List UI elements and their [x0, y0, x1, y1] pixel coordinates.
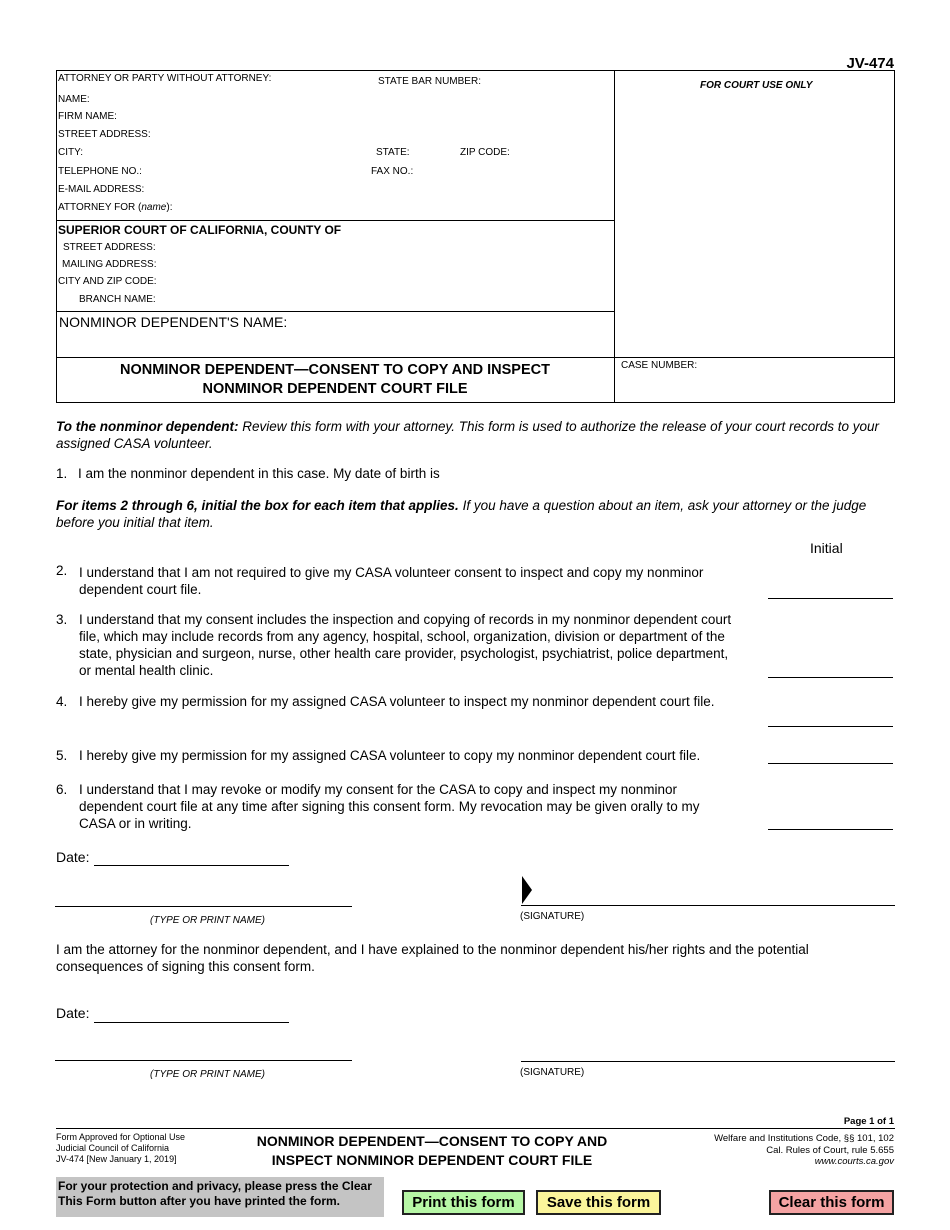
page-number: Page 1 of 1: [843, 1116, 894, 1127]
approved-text: Form Approved for Optional Use Judicial Council of California JV-474 [New January 1, 2019]: [56, 1132, 186, 1164]
item-5-number: 5.: [56, 748, 68, 763]
footer-title: NONMINOR DEPENDENT—CONSENT TO COPY AND INSPECT NONMINOR DEPENDENT COURT FILE: [256, 1133, 608, 1168]
item-1-number: 1.: [56, 466, 68, 481]
item-6-initial-input[interactable]: [770, 811, 894, 829]
phone-label: TELEPHONE NO.:: [58, 166, 142, 177]
branch-label: BRANCH NAME:: [79, 294, 156, 305]
item-3-text: I understand that my consent includes the inspection and copying of records in my nonminor dependent court file, which may include records from any agency, hospital, school, organization, division or department of the state, physician and surgeon, nurse, other health care provider, psychologist, psychiatrist, police department, or mental health clinic.: [79, 612, 732, 678]
state-bar-input[interactable]: [480, 73, 614, 89]
form-id: JV-474: [846, 55, 894, 72]
initial-header: Initial: [810, 540, 843, 556]
court-title: SUPERIOR COURT OF CALIFORNIA, COUNTY OF: [58, 223, 342, 237]
birth-date-input[interactable]: [470, 463, 774, 483]
attorney-label: ATTORNEY OR PARTY WITHOUT ATTORNEY:: [58, 73, 272, 84]
attorney-for-input[interactable]: [172, 199, 612, 215]
dependent-print-name-input[interactable]: [58, 887, 352, 906]
for-court-use-label: FOR COURT USE ONLY: [700, 80, 813, 91]
firm-label: FIRM NAME:: [58, 111, 117, 122]
court-city-zip-label: CITY AND ZIP CODE:: [58, 276, 157, 287]
clear-button[interactable]: Clear this form: [769, 1190, 894, 1215]
item-5-text: I hereby give my permission for my assigned CASA volunteer to copy my nonminor dependent court file.: [79, 748, 701, 763]
city-input[interactable]: [86, 144, 370, 160]
attorney-statement: I am the attorney for the nonminor dependent, and I have explained to the nonminor dependent his/her rights and the potential consequences of signing this consent form.: [56, 942, 809, 974]
item-6-number: 6.: [56, 782, 68, 797]
attorney-print-name-input[interactable]: [58, 1041, 352, 1060]
dependent-name-label: NONMINOR DEPENDENT'S NAME:: [59, 314, 288, 330]
item-4-initial-input[interactable]: [770, 708, 894, 726]
print-button[interactable]: Print this form: [402, 1190, 525, 1215]
date-label: Date:: [56, 849, 90, 865]
firm-input[interactable]: [118, 108, 612, 124]
street-label: STREET ADDRESS:: [58, 129, 151, 140]
state-bar-label: STATE BAR NUMBER:: [378, 76, 481, 87]
name-label: NAME:: [58, 94, 90, 105]
attorney-signature-label: (SIGNATURE): [520, 1067, 585, 1078]
item-2-text: I understand that I am not required to give my CASA volunteer consent to inspect and copy my nonminor dependent court file.: [79, 565, 704, 597]
item-4-text: I hereby give my permission for my assigned CASA volunteer to inspect my nonminor dependent court file.: [79, 694, 715, 709]
state-label: STATE:: [376, 147, 410, 158]
intro-text: To the nonminor dependent: Review this form with your attorney. This form is used to authorize the release of your court records to your assigned CASA volunteer.: [56, 419, 880, 451]
item-3-initial-input[interactable]: [770, 659, 894, 677]
case-number-label: CASE NUMBER:: [621, 360, 698, 371]
city-label: CITY:: [58, 147, 84, 158]
court-mailing-label: MAILING ADDRESS:: [62, 259, 157, 270]
item-5-initial-line: [768, 763, 893, 764]
item-4-initial-line: [768, 726, 893, 727]
zip-label: ZIP CODE:: [460, 147, 510, 158]
item-3-initial-line: [768, 677, 893, 678]
zip-input[interactable]: [512, 144, 612, 160]
dependent-date-input[interactable]: [96, 848, 290, 866]
code-citations: Welfare and Institutions Code, §§ 101, 102 Cal. Rules of Court, rule 5.655 www.courts.ca.gov: [714, 1133, 894, 1167]
signature-arrow-icon: [522, 876, 534, 904]
item-1-text: I am the nonminor dependent in this case. My date of birth is: [78, 466, 440, 481]
item-5-initial-input[interactable]: [770, 745, 894, 763]
attorney-print-name-label: (TYPE OR PRINT NAME): [150, 1069, 266, 1080]
item-2-initial-input[interactable]: [770, 580, 894, 598]
case-number-input[interactable]: [621, 376, 893, 398]
dependent-name-input[interactable]: [60, 333, 609, 353]
fax-label: FAX NO.:: [371, 166, 414, 177]
print-name-label: (TYPE OR PRINT NAME): [150, 915, 266, 926]
privacy-notice: For your protection and privacy, please press the Clear This Form button after you have printed the form.: [56, 1177, 384, 1217]
attorney-date-label: Date:: [56, 1005, 90, 1021]
item-2-number: 2.: [56, 563, 68, 578]
street-input[interactable]: [148, 126, 612, 142]
phone-input[interactable]: [140, 163, 369, 179]
item-3-number: 3.: [56, 612, 68, 627]
name-input[interactable]: [92, 91, 611, 107]
email-label: E-MAIL ADDRESS:: [58, 184, 145, 195]
state-input[interactable]: [412, 144, 456, 160]
instructions: For items 2 through 6, initial the box for each item that applies. If you have a question about an item, ask your attorney or the judge before you initial that item.: [56, 498, 867, 530]
court-street-label: STREET ADDRESS:: [63, 242, 156, 253]
email-input[interactable]: [144, 181, 612, 197]
attorney-date-input[interactable]: [96, 1005, 290, 1023]
attorney-for-label: ATTORNEY FOR (name):: [58, 202, 173, 213]
item-6-initial-line: [768, 829, 893, 830]
signature-label: (SIGNATURE): [520, 911, 585, 922]
item-6-text: I understand that I may revoke or modify my consent for the CASA to copy and inspect my nonminor dependent court file at any time after signing this consent form. My revocation may be given orally to my CASA or in writing.: [79, 782, 700, 831]
item-4-number: 4.: [56, 694, 68, 709]
item-2-initial-line: [768, 598, 893, 599]
fax-input[interactable]: [416, 163, 612, 179]
caption-title: NONMINOR DEPENDENT—CONSENT TO COPY AND INSPECT NONMINOR DEPENDENT COURT FILE: [120, 362, 550, 397]
county-input[interactable]: [355, 222, 612, 239]
save-button[interactable]: Save this form: [536, 1190, 661, 1215]
